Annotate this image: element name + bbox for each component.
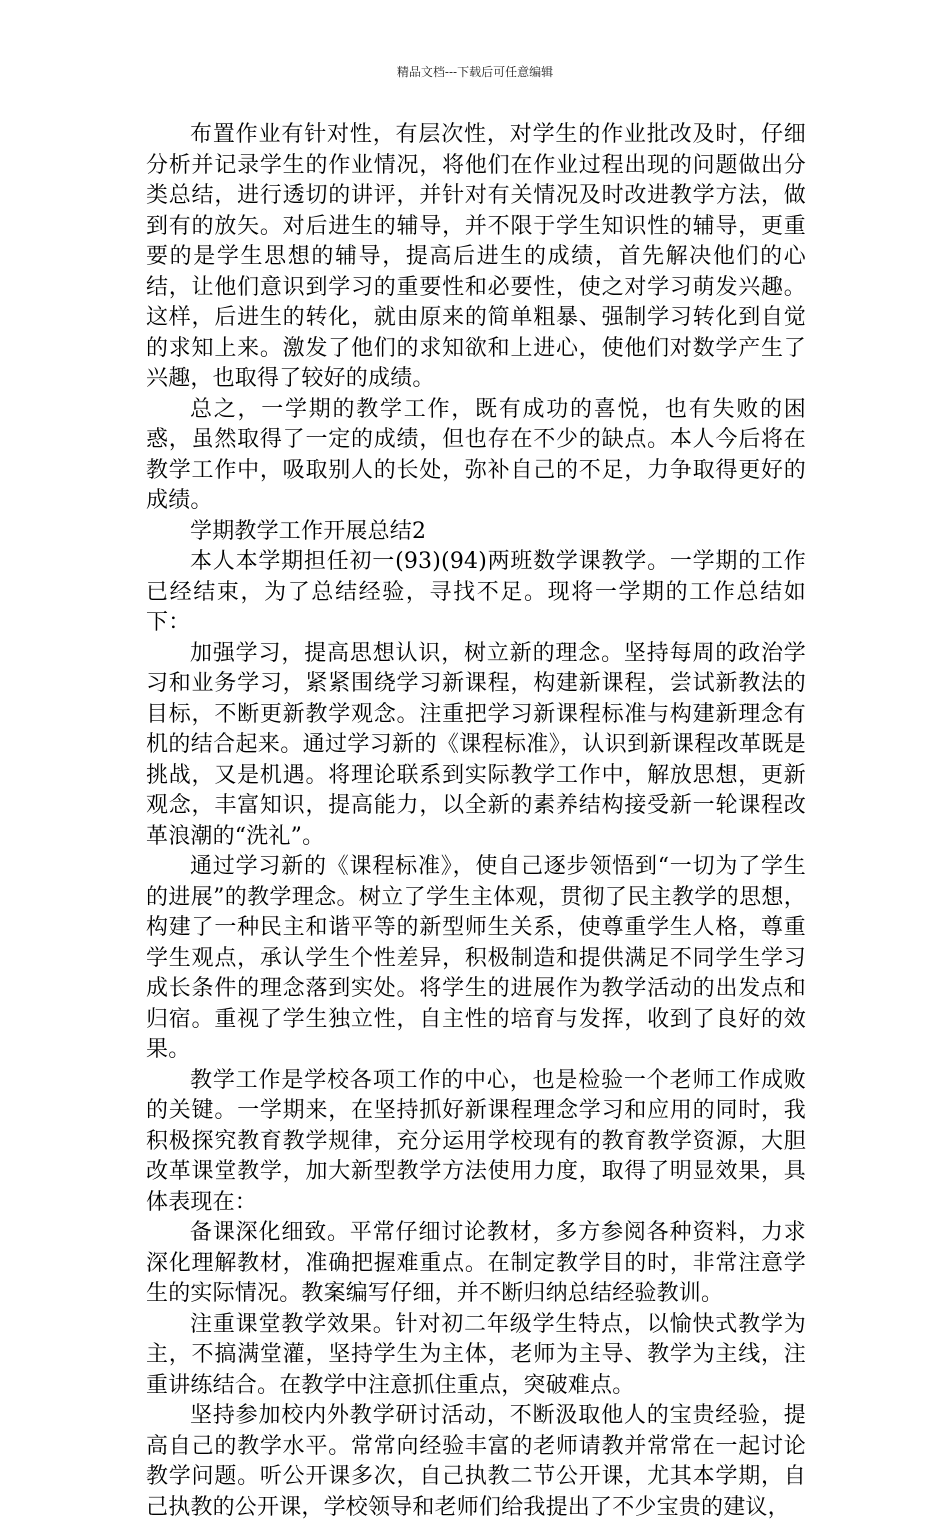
- document-body: [146, 120, 806, 1523]
- paragraph-classroom-effect: 注重课堂教学效果。针对初二年级学生特点，以愉快式教学为主，不搞满堂灌，坚持学生为主体，老师为主导、教学为主线，注重讲练结合。在教学中注意抓住重点，突破难点。: [146, 1311, 806, 1398]
- page-header: 精品文档---下载后可任意编辑: [396, 65, 554, 79]
- paragraph-curriculum-standard: 通过学习新的《课程标准》，使自己逐步领悟到“一切为了学生的进展”的教学理念。树立了学生主体观，贯彻了民主教学的思想，构建了一种民主和谐平等的新型师生关系，使尊重学生人格，尊重学生观点，承认学生个性差异，积极制造和提供满足不同学生学习成长条件的理念落到实处。将学生的进展作为教学活动的出发点和归宿。重视了学生独立性，自主性的培育与发挥，收到了良好的效果。: [146, 854, 806, 1062]
- paragraph-lesson-prep: 备课深化细致。平常仔细讨论教材，多方参阅各种资料，力求深化理解教材，准确把握难重点。在制定教学目的时，非常注意学生的实际情况。教案编写仔细，并不断归纳总结经验教训。: [146, 1220, 806, 1306]
- paragraph-intro: 本人本学期担任初一(93)(94)两班数学课教学。一学期的工作已经结束，为了总结经验，寻找不足。现将一学期的工作总结如下：: [146, 549, 806, 635]
- paragraph-conclusion: 总之，一学期的教学工作，既有成功的喜悦，也有失败的困惑，虽然取得了一定的成绩，但也存在不少的缺点。本人今后将在教学工作中，吸取别人的长处，弥补自己的不足，力争取得更好的成绩。: [146, 396, 806, 513]
- paragraph-teaching-center: 教学工作是学校各项工作的中心，也是检验一个老师工作成败的关键。一学期来，在坚持抓好新课程理念学习和应用的同时，我积极探究教育教学规律，充分运用学校现有的教育教学资源，大胆改革课堂教学，加大新型教学方法使用力度，取得了明显效果，具体表现在：: [146, 1067, 806, 1215]
- paragraph-homework: 布置作业有针对性，有层次性，对学生的作业批改及时，仔细分析并记录学生的作业情况，将他们在作业过程出现的问题做出分类总结，进行透切的讲评，并针对有关情况及时改进教学方法，做到有的放矢。对后进生的辅导，并不限于学生知识性的辅导，更重要的是学生思想的辅导，提高后进生的成绩，首先解决他们的心结，让他们意识到学习的重要性和必要性，使之对学习萌发兴趣。这样，后进生的转化，就由原来的简单粗暴、强制学习转化到自觉的求知上来。激发了他们的求知欲和上进心，使他们对数学产生了兴趣，也取得了较好的成绩。: [146, 122, 806, 391]
- paragraph-research-activities: 坚持参加校内外教学研讨活动，不断汲取他人的宝贵经验，提高自己的教学水平。常常向经验丰富的老师请教并常常在一起讨论教学问题。听公开课多次，自己执教二节公开课，尤其本学期，自己执教的公开课，学校领导和老师们给我提出了不少宝贵的建议，: [146, 1403, 806, 1520]
- paragraph-study: 加强学习，提高思想认识，树立新的理念。坚持每周的政治学习和业务学习，紧紧围绕学习新课程，构建新课程，尝试新教法的目标，不断更新教学观念。注重把学习新课程标准与构建新理念有机的结合起来。通过学习新的《课程标准》，认识到新课程改革既是挑战，又是机遇。将理论联系到实际教学工作中，解放思想，更新观念，丰富知识，提高能力，以全新的素养结构接受新一轮课程改革浪潮的“洗礼”。: [146, 640, 806, 849]
- section-title-summary-2: 学期教学工作开展总结2: [190, 518, 427, 544]
